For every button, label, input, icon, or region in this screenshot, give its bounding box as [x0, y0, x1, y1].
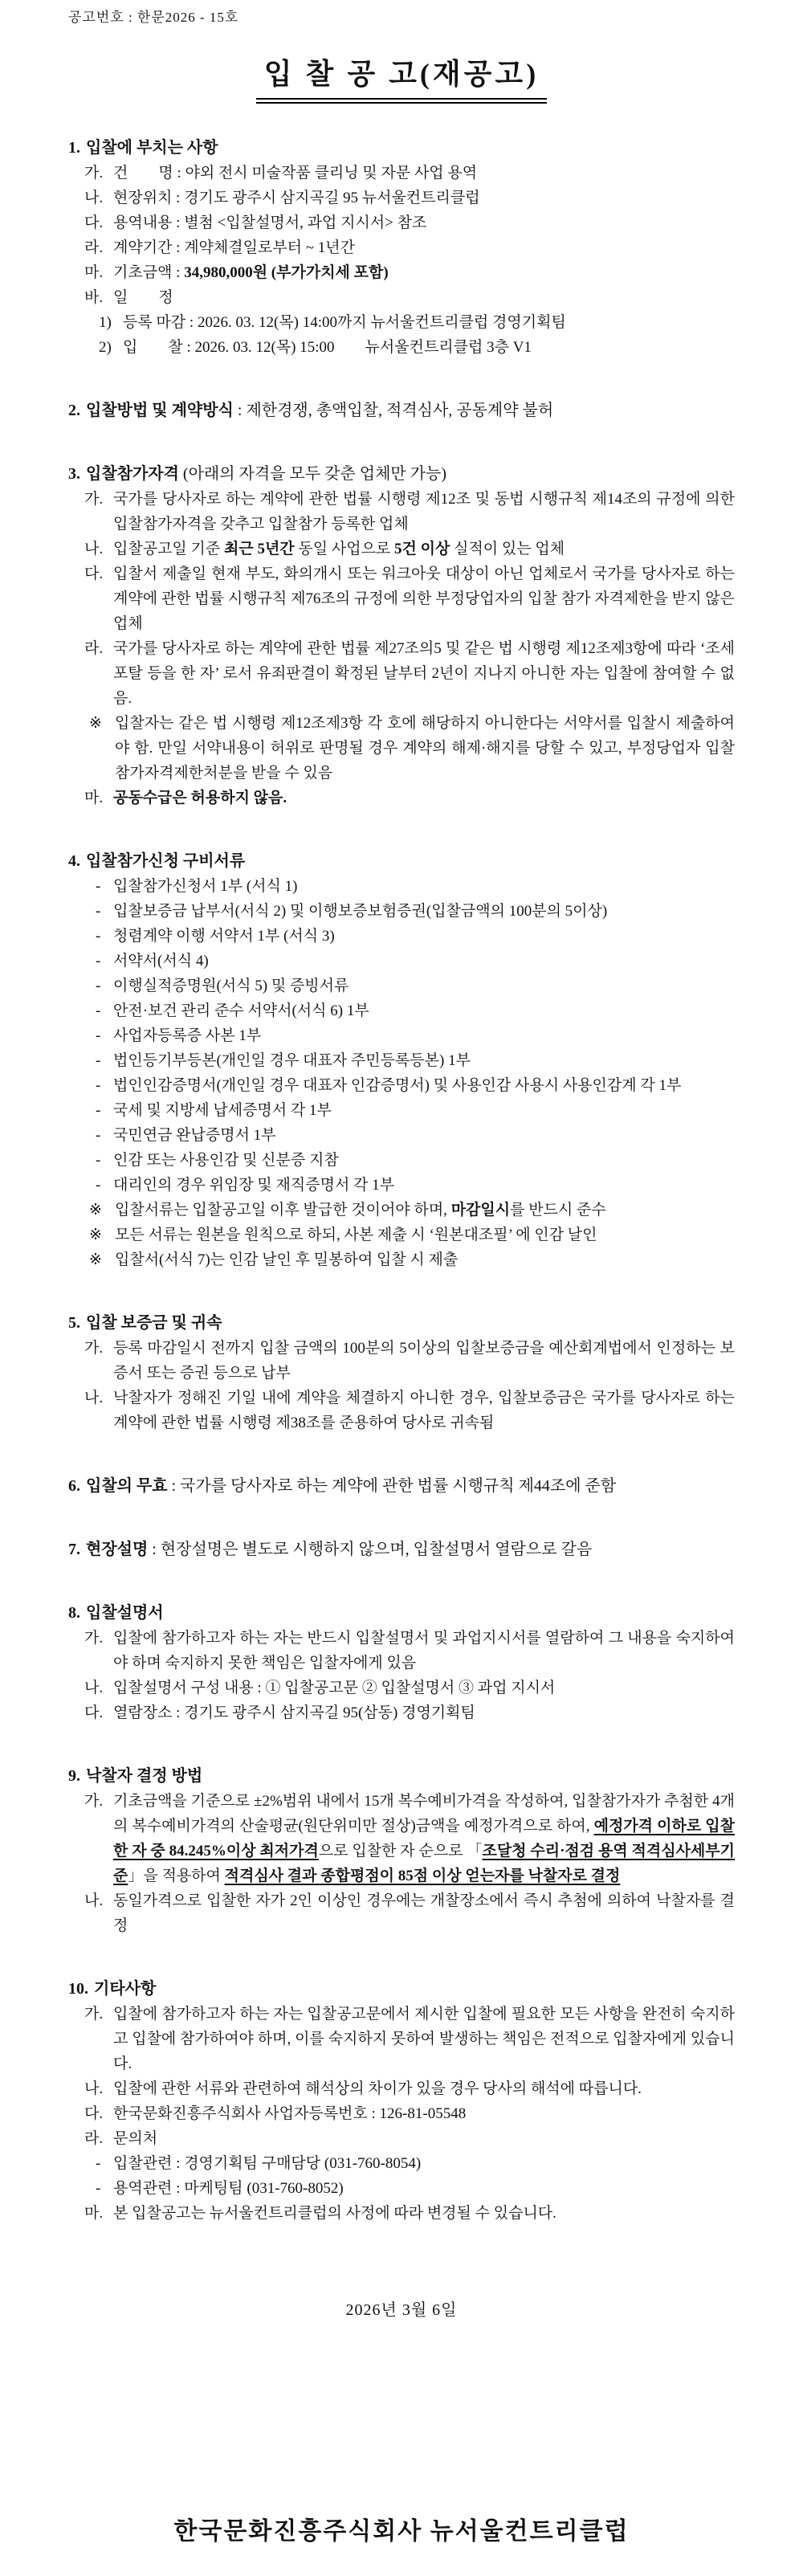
item-label: 가. [84, 165, 104, 182]
list-item [68, 1789, 735, 1888]
item-text [113, 1888, 735, 1938]
section-heading [68, 1537, 735, 1562]
item-label: 마. [84, 264, 104, 281]
list-item [68, 1073, 735, 1098]
list-item [68, 1173, 735, 1198]
item-text [123, 335, 735, 360]
text-segment: (아래의 자격을 모두 갖춘 업체만 가능) [178, 465, 447, 483]
text-segment: 입찰서 제출일 현재 부도, 화의개시 또는 워크아웃 대상이 아닌 업체로서 국가를 당사자로 하는 계약에 관한 법률 시행규칙 제76조의 규정에 의한 부정당업자의 입찰 참가 자격제한을 받지 않은 업체 [113, 565, 735, 632]
item-label: - [96, 1027, 101, 1044]
item-text [113, 874, 735, 899]
text-segment: 안전·보건 관리 준수 서약서(서식 6) 1부 [113, 1002, 369, 1019]
text-segment: 입 찰 : 2026. 03. 12(목) 15:00 뉴서울컨트리클럽 3층 V1 [123, 339, 532, 356]
list-item [68, 1223, 735, 1247]
section [68, 1977, 735, 2226]
text-segment: 열람장소 : 경기도 광주시 삼지곡길 95(삼동) 경영기획팀 [113, 1704, 475, 1721]
list-item [68, 2176, 735, 2201]
text-segment: 낙찰자 결정 방법 [86, 1767, 203, 1785]
list-item [68, 335, 735, 360]
text-segment: 입찰에 참가하고자 하는 자는 반드시 입찰설명서 및 과업지시서를 열람하여 그 내용을 숙지하여야 하며 숙지하지 못한 책임은 입찰자에게 있음 [113, 1630, 735, 1672]
item-label: 가. [84, 1340, 104, 1357]
item-text [113, 210, 735, 235]
list-item [68, 561, 735, 636]
item-text [113, 1023, 735, 1048]
section-number: 8. [68, 1604, 80, 1622]
list-item [68, 1676, 735, 1700]
text-segment: 현장위치 : 경기도 광주시 삼지곡길 95 뉴서울컨트리클럽 [113, 190, 480, 206]
list-item [68, 786, 735, 810]
title-wrap [68, 51, 735, 104]
text-segment: : 현장설명은 별도로 시행하지 않으며, 입찰설명서 열람으로 갈음 [148, 1541, 593, 1558]
text-segment: 기타사항 [94, 1980, 157, 1998]
section-number: 4. [68, 852, 80, 870]
item-text [113, 235, 735, 260]
list-item [68, 998, 735, 1023]
item-label: - [96, 978, 101, 994]
item-text [115, 1247, 735, 1272]
text-segment: 입찰설명서 구성 내용 : ① 입찰공고문 ② 입찰설명서 ③ 과업 지시서 [113, 1680, 556, 1696]
item-label: 가. [84, 1793, 104, 1810]
item-text [115, 711, 735, 786]
item-text [113, 1336, 735, 1386]
text-segment: 입찰에 참가하고자 하는 자는 입찰공고문에서 제시한 입찰에 필요한 모든 사항을 완전히 숙지하고 입찰에 참가하여야 하며, 이를 숙지하지 못하여 발생하는 책임은 전적으로 입찰자에게 있습니다. [113, 2006, 735, 2072]
text-segment: 사업자등록증 사본 1부 [113, 1027, 262, 1044]
list-item [68, 2126, 735, 2151]
list-item [68, 924, 735, 949]
text-segment: 기초금액을 기준으로 ±2%범위 내에서 15개 복수예비가격을 작성하여, 입찰참가자가 추첨한 4개의 복수예비가격의 산술평균(원단위미만 절상)금액을 예정가격으로 하여, [113, 1793, 735, 1835]
item-text [113, 1676, 735, 1700]
item-label: 가. [84, 1630, 104, 1647]
text-segment: 입찰 보증금 및 귀속 [86, 1314, 222, 1332]
item-text [113, 1386, 735, 1435]
section-heading [68, 462, 735, 487]
item-text [113, 1148, 735, 1173]
list-item [68, 1198, 735, 1223]
item-label: 나. [84, 2080, 104, 2097]
section-number: 2. [68, 402, 80, 419]
list-item [68, 2151, 735, 2176]
item-label: - [96, 1152, 101, 1169]
section-heading [68, 1977, 735, 2002]
text-segment: 국세 및 지방세 납세증명서 각 1부 [113, 1102, 332, 1119]
text-segment: 서약서(서식 4) [113, 953, 209, 970]
item-label: - [96, 903, 101, 920]
item-label: - [96, 928, 101, 945]
item-label: 다. [84, 2105, 104, 2122]
list-item [68, 711, 735, 786]
item-text [113, 1123, 735, 1148]
item-text [113, 949, 735, 974]
section [68, 849, 735, 1272]
item-text [113, 2101, 735, 2126]
sections [68, 136, 735, 2226]
section [68, 462, 735, 810]
item-text [113, 2002, 735, 2076]
list-item [68, 161, 735, 186]
list-item [68, 1700, 735, 1725]
text-segment: 국민연금 완납증명서 1부 [113, 1127, 276, 1144]
section-number: 3. [68, 465, 80, 483]
announcement-date: 2026년 3월 6일 [345, 2301, 458, 2319]
list-item [68, 310, 735, 335]
item-text [113, 186, 735, 210]
item-label: ※ [89, 1251, 102, 1268]
list-item [68, 537, 735, 561]
issuer-signature: 한국문화진흥주식회사 뉴서울컨트리클럽 [173, 2518, 630, 2545]
section [68, 136, 735, 360]
section-number: 10. [68, 1980, 88, 1998]
item-text [113, 998, 735, 1023]
text-segment: 국가를 당사자로 하는 계약에 관한 법률 제27조의5 및 같은 법 시행령 제12조제3항에 따라 ‘조세포탈 등을 한 자’ 로서 유죄판결이 확정된 날부터 2년이 지나지 아니한 자는 입찰에 참여할 수 없음. [113, 640, 735, 707]
item-label: - [96, 878, 101, 895]
item-label: - [96, 2180, 101, 2197]
text-segment: 계약기간 : 계약체결일로부터 ~ 1년간 [113, 239, 356, 256]
item-label: - [96, 1077, 101, 1094]
text-segment: 국가를 당사자로 하는 계약에 관한 법률 시행령 제12조 및 동법 시행규칙 제14조의 규정에 의한 입찰참가자격을 갖추고 입찰참가 등록한 업체 [113, 491, 735, 533]
text-segment: 입찰방법 및 계약방식 [86, 402, 234, 419]
item-text [115, 1223, 735, 1247]
list-item [68, 235, 735, 260]
text-segment: 5건 이상 [394, 541, 450, 557]
list-item [68, 1048, 735, 1073]
text-segment: 용역관련 : 마케팅팀 (031-760-8052) [113, 2180, 344, 2197]
text-segment: 기초금액 : [113, 264, 185, 281]
item-text [113, 561, 735, 636]
list-item [68, 1386, 735, 1435]
section-heading [68, 1601, 735, 1626]
item-label: 가. [84, 2006, 104, 2023]
section-number: 9. [68, 1767, 80, 1785]
section [68, 398, 735, 423]
list-item [68, 487, 735, 537]
item-text [113, 487, 735, 537]
list-item [68, 1123, 735, 1148]
item-text [113, 2126, 735, 2151]
list-item [68, 2101, 735, 2126]
section-heading [68, 1764, 735, 1789]
item-label: - [96, 1102, 101, 1119]
text-segment: 입찰설명서 [86, 1604, 164, 1622]
section [68, 1474, 735, 1499]
text-segment: 모든 서류는 원본을 원칙으로 하되, 사본 제출 시 ‘원본대조필’ 에 인감 날인 [115, 1227, 597, 1243]
text-segment: 으로 입찰한 자 순으로 「 [318, 1843, 483, 1860]
item-text [113, 899, 735, 924]
list-item [68, 1336, 735, 1386]
text-segment: 건 명 : 야외 전시 미술작품 클리닝 및 자문 사업 용역 [113, 165, 478, 182]
notice-number: 공고번호 : 한문2026 - 15호 [68, 10, 239, 25]
item-text [113, 1098, 735, 1123]
item-text [113, 537, 735, 561]
text-segment: 마감일시 [450, 1202, 511, 1219]
text-segment: 입찰에 관한 서류와 관련하여 해석상의 차이가 있을 경우 당사의 해석에 따릅니다. [113, 2080, 642, 2097]
text-segment: 입찰보증금 납부서(서식 2) 및 이행보증보험증권(입찰금액의 100분의 5이상) [113, 903, 608, 920]
item-text [113, 1700, 735, 1725]
text-segment: : 제한경쟁, 총액입찰, 적격심사, 공동계약 불허 [233, 402, 554, 419]
text-segment: 입찰의 무효 [86, 1477, 168, 1495]
item-text [113, 786, 735, 810]
item-text [123, 310, 735, 335]
text-segment: 입찰참가자격 [86, 465, 179, 483]
item-label: 마. [84, 2205, 104, 2222]
text-segment: 입찰서류는 입찰공고일 이후 발급한 것이어야 하며, [115, 1202, 451, 1219]
item-label: - [96, 1127, 101, 1144]
text-segment: 문의처 [113, 2130, 158, 2147]
text-segment: 입찰관련 : 경영기획팀 구매담당 (031-760-8054) [113, 2155, 422, 2172]
item-label: 나. [84, 190, 104, 206]
text-segment: 본 입찰공고는 뉴서울컨트리클럽의 사정에 따라 변경될 수 있습니다. [113, 2205, 556, 2222]
text-segment: 이행실적증명원(서식 5) 및 증빙서류 [113, 978, 349, 994]
text-segment: 등록 마감일시 전까지 입찰 금액의 100분의 5이상의 입찰보증금을 예산회계법에서 인정하는 보증서 또는 증권 등으로 납부 [113, 1340, 735, 1382]
list-item [68, 949, 735, 974]
item-label: - [96, 1177, 101, 1194]
list-item [68, 2076, 735, 2101]
item-text [113, 2201, 735, 2226]
text-segment: 한국문화진흥주식회사 사업자등록번호 : 126-81-05548 [113, 2105, 467, 2122]
section-number: 1. [68, 139, 80, 157]
section [68, 1311, 735, 1435]
text-segment: 를 반드시 준수 [510, 1202, 606, 1219]
text-segment: 용역내용 : 별첨 <입찰설명서, 과업 지시서> 참조 [113, 214, 427, 231]
text-segment: 입찰서(서식 7)는 인감 날인 후 밀봉하여 입찰 시 제출 [115, 1251, 459, 1268]
item-label: 2) [99, 339, 112, 356]
section [68, 1764, 735, 1938]
item-text [113, 2151, 735, 2176]
text-segment: 동일 사업으로 [294, 541, 395, 557]
list-item [68, 2201, 735, 2226]
text-segment: 입찰자는 같은 법 시행령 제12조제3항 각 호에 해당하지 아니한다는 서약서를 입찰시 제출하여야 함. 만일 서약내용이 허위로 판명될 경우 계약의 해제·해지를 당할 수 있고, 부정당업자 입찰참가자격제한처분을 받을 수 있음 [115, 715, 735, 782]
item-label: 나. [84, 541, 104, 557]
item-text [115, 1198, 735, 1223]
list-item [68, 1626, 735, 1676]
item-label: 마. [84, 790, 104, 806]
section [68, 1537, 735, 1562]
item-label: ※ [89, 1227, 102, 1243]
text-segment: 34,980,000원 (부가가치세 포함) [184, 264, 389, 281]
item-label: 라. [84, 640, 104, 657]
list-item [68, 974, 735, 998]
item-label: 라. [84, 239, 104, 256]
item-label: 1) [99, 314, 112, 331]
text-segment: 법인등기부등본(개인일 경우 대표자 주민등록등본) 1부 [113, 1052, 471, 1069]
list-item [68, 1247, 735, 1272]
text-segment: 공동수급은 허용하지 않음. [113, 790, 287, 806]
page-title: 입 찰 공 고(재공고) [256, 51, 547, 104]
list-item [68, 2002, 735, 2076]
list-item [68, 1888, 735, 1938]
section-heading [68, 136, 735, 161]
text-segment: 동일가격으로 입찰한 자가 2인 이상인 경우에는 개찰장소에서 즉시 추첨에 의하여 낙찰자를 결정 [113, 1892, 735, 1934]
text-segment: 입찰참가신청 구비서류 [86, 852, 246, 870]
item-label: 나. [84, 1390, 104, 1406]
item-label: 바. [84, 289, 104, 306]
list-item [68, 636, 735, 711]
section-heading [68, 398, 735, 423]
item-text [113, 285, 735, 310]
item-label: 다. [84, 565, 104, 582]
item-text [113, 924, 735, 949]
text-segment: 입찰에 부치는 사항 [86, 139, 218, 157]
text-segment: 입찰참가신청서 1부 (서식 1) [113, 878, 298, 895]
item-text [113, 260, 735, 285]
text-segment: 대리인의 경우 위임장 및 재직증명서 각 1부 [113, 1177, 395, 1194]
section [68, 1601, 735, 1725]
item-label: 나. [84, 1680, 104, 1696]
section-heading [68, 1474, 735, 1499]
list-item [68, 899, 735, 924]
item-label: - [96, 2155, 101, 2172]
list-item [68, 1023, 735, 1048]
list-item [68, 285, 735, 310]
text-segment: 인감 또는 사용인감 및 신분증 지참 [113, 1152, 339, 1169]
text-segment: 청렴계약 이행 서약서 1부 (서식 3) [113, 928, 335, 945]
item-text [113, 1073, 735, 1098]
list-item [68, 874, 735, 899]
item-text [113, 2176, 735, 2201]
text-segment: 법인인감증명서(개인일 경우 대표자 인감증명서) 및 사용인감 사용시 사용인감계 각 1부 [113, 1077, 682, 1094]
text-segment: 적격심사 결과 종합평점이 85점 이상 얻는자를 낙찰자로 결정 [224, 1868, 621, 1884]
item-label: 가. [84, 491, 104, 508]
item-label: ※ [89, 1202, 102, 1219]
item-text [113, 1626, 735, 1676]
item-text [113, 1173, 735, 1198]
item-label: ※ [89, 715, 102, 732]
text-segment: : 국가를 당사자로 하는 계약에 관한 법률 시행규칙 제44조에 준함 [167, 1477, 617, 1495]
item-text [113, 2076, 735, 2101]
section-heading [68, 849, 735, 874]
list-item [68, 1098, 735, 1123]
text-segment: 등록 마감 : 2026. 03. 12(목) 14:00까지 뉴서울컨트리클럽 경영기획팀 [123, 314, 566, 331]
section-number: 5. [68, 1314, 80, 1332]
section-number: 6. [68, 1477, 80, 1495]
list-item [68, 210, 735, 235]
section-number: 7. [68, 1541, 80, 1558]
text-segment: 일 정 [113, 289, 173, 306]
item-label: 라. [84, 2130, 104, 2147]
text-segment: 현장설명 [86, 1541, 149, 1558]
item-text [113, 161, 735, 186]
list-item [68, 186, 735, 210]
text-segment: 예정가격 이하로 입찰한 자 중 84.245%이상 최저가격 [113, 1818, 736, 1860]
item-label: - [96, 1052, 101, 1069]
item-label: - [96, 1002, 101, 1019]
list-item [68, 260, 735, 285]
list-item [68, 1148, 735, 1173]
item-label: 다. [84, 214, 104, 231]
item-text [113, 636, 735, 711]
text-segment: 입찰공고일 기준 [113, 541, 224, 557]
text-segment: 조달청 수리·점검 용역 적격심사세부기준 [113, 1843, 735, 1884]
item-text [113, 1789, 735, 1888]
text-segment: 낙찰자가 정해진 기일 내에 계약을 체결하지 아니한 경우, 입찰보증금은 국가를 당사자로 하는 계약에 관한 법률 시행령 제38조를 준용하여 당사로 귀속됨 [113, 1390, 735, 1431]
item-label: 다. [84, 1704, 104, 1721]
text-segment: 최근 5년간 [223, 541, 295, 557]
section-heading [68, 1311, 735, 1336]
item-label: 나. [84, 1892, 104, 1909]
text-segment: 실적이 있는 업체 [450, 541, 565, 557]
item-label: - [96, 953, 101, 970]
item-text [113, 974, 735, 998]
item-text [113, 1048, 735, 1073]
text-segment: 」을 적용하여 [128, 1868, 225, 1884]
